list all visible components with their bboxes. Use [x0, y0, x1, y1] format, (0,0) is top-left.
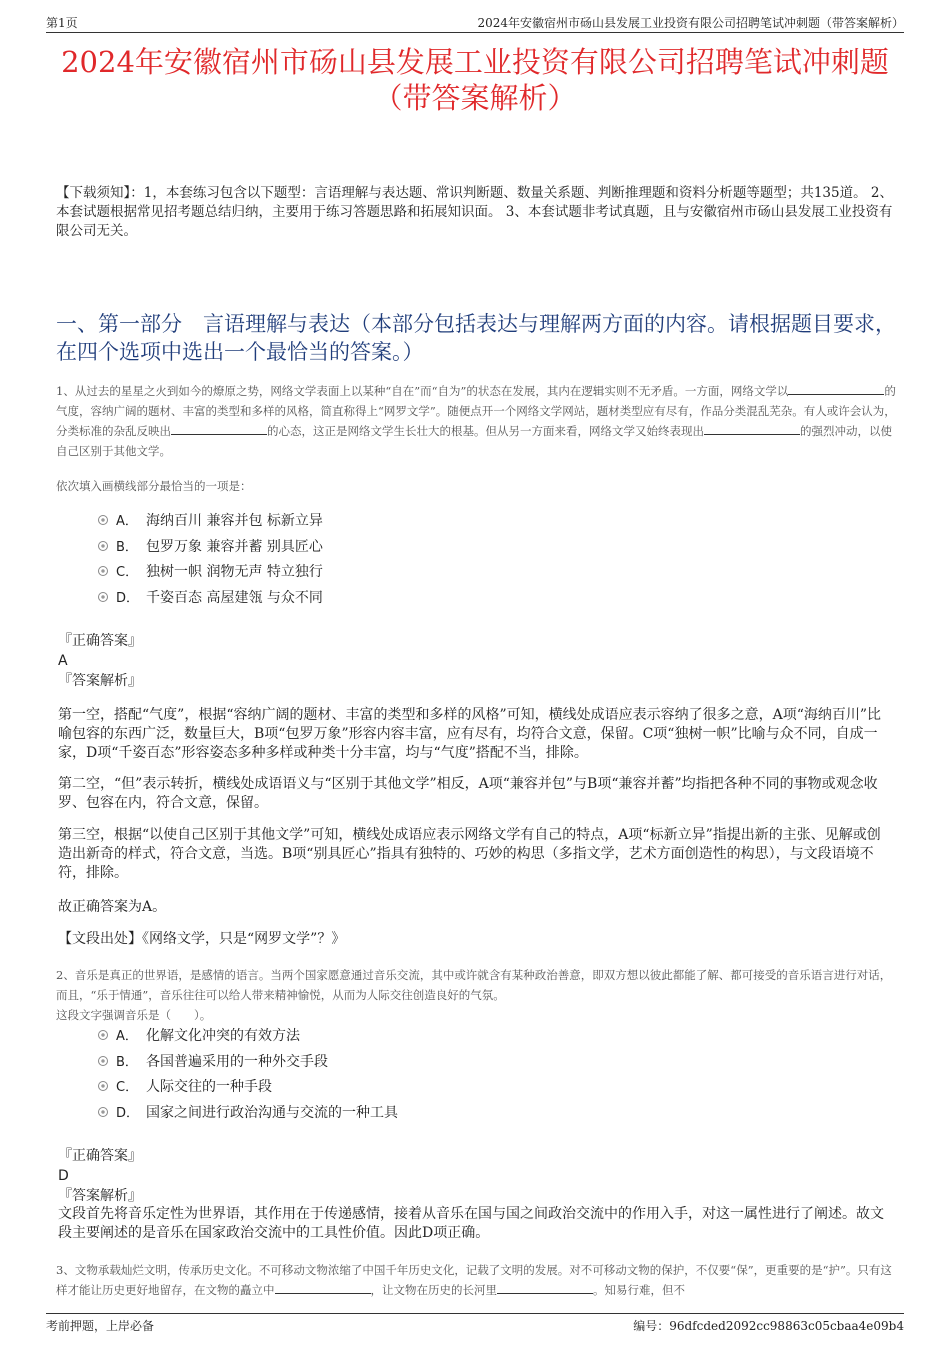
- answer-label: 『正确答案』: [58, 633, 142, 649]
- q3-text-part2: ，让文物在历史的长河里: [370, 1283, 497, 1297]
- question-1-prompt: 依次填入画横线部分最恰当的一项是：: [56, 479, 252, 493]
- analysis-label: 『答案解析』: [58, 673, 142, 689]
- fill-blank: [788, 382, 884, 395]
- option-a[interactable]: A． 化解文化冲突的有效方法: [98, 1024, 398, 1050]
- option-d[interactable]: D． 国家之间进行政治沟通与交流的一种工具: [98, 1101, 398, 1127]
- footer-doc-id: 编号：96dfcded2092cc98863c05cbaa4e09b4: [633, 1319, 904, 1333]
- question-3-text: [56, 1260, 898, 1300]
- q1-text-part3: 的心态，这正是网络文学生长壮大的根基。但从另一方面来看，网络文学又始终表现出: [267, 424, 704, 438]
- section-heading: 一、第一部分 言语理解与表达（本部分包括表达与理解两方面的内容。请根据题目要求，在四个选项中选出一个最恰当的答案。）: [56, 312, 896, 364]
- footer-slogan: 考前押题，上岸必备: [46, 1319, 155, 1333]
- q1-text-part4: 的强烈冲动，以使自己区别于其他文学。: [56, 424, 892, 458]
- question-2-prompt: 这段文字强调音乐是（ ）。: [56, 1008, 212, 1022]
- question-1-options: [98, 509, 323, 611]
- analysis-paragraph-3: 第三空，根据“以使自己区别于其他文学”可知，横线处成语应表示网络文学有自己的特点，A项“标新立异”指提出新的主张、见解或创造出新奇的样式，符合文意，当选。B项“别具匠心”指具有独特的、巧妙的构思（多指文学，艺术方面创造性的构思），与文段语境不符，排除。: [58, 827, 881, 881]
- download-notice: 【下载须知】：1，本套练习包含以下题型：言语理解与表达题、常识判断题、数量关系题、判断推理题和资料分析题等题型；共135道。 2、本套试题根据常见招考题总结归纳，主要用于练习答题思路和拓展知识面。 3、本套试题非考试真题，且与安徽宿州市砀山县发展工业投资有限公司无关。: [56, 185, 893, 239]
- q3-text-part3: 。知易行难，但不: [593, 1283, 685, 1297]
- q1-text-part1: 1、从过去的星星之火到如今的燎原之势，网络文学表面上以某种“自在”而“自为”的状态在发展，其内在逻辑实则不无矛盾。一方面，网络文学以: [56, 384, 789, 398]
- question-1-text: [56, 381, 898, 461]
- analysis-paragraph-2: 第二空，“但”表示转折，横线处成语语义与“区别于其他文学”相反，A项“兼容并包”与B项“兼容并蓄”均指把各种不同的事物或观念收罗、包容在内，符合文意，保留。: [58, 776, 878, 811]
- fill-blank: [171, 422, 267, 435]
- option-c[interactable]: C． 独树一帜 润物无声 特立独行: [98, 560, 323, 586]
- analysis-label: 『答案解析』: [58, 1188, 142, 1204]
- document-title: 2024年安徽宿州市砀山县发展工业投资有限公司招聘笔试冲刺题（带答案解析）: [61, 45, 889, 115]
- page-header: [46, 14, 904, 33]
- header-doc-title: 2024年安徽宿州市砀山县发展工业投资有限公司招聘笔试冲刺题（带答案解析）: [477, 16, 904, 30]
- option-a[interactable]: A． 海纳百川 兼容并包 标新立异: [98, 509, 323, 535]
- answer-label: 『正确答案』: [58, 1148, 142, 1164]
- page-footer: [46, 1313, 904, 1334]
- answer-value: D: [58, 1168, 69, 1184]
- answer-value: A: [58, 653, 68, 669]
- fill-blank: [275, 1281, 371, 1294]
- text-source: 【文段出处】《网络文学，只是“网罗文学”？》: [58, 931, 346, 947]
- analysis-paragraph: 文段首先将音乐定性为世界语，其作用在于传递感情，接着从音乐在国与国之间政治交流中的作用入手，对这一属性进行了阐述。故文段主要阐述的是音乐在国家政治交流中的工具性价值。因此D项正确。: [58, 1206, 884, 1241]
- fill-blank: [704, 422, 800, 435]
- option-b[interactable]: B． 包罗万象 兼容并蓄 别具匠心: [98, 535, 323, 561]
- question-2-text: 2、音乐是真正的世界语，是感情的语言。当两个国家愿意通过音乐交流，其中或许就含有某种政治善意，即双方想以彼此都能了解、都可接受的音乐语言进行对话，而且，“乐于情通”，音乐往往可以给人带来精神愉悦，从而为人际交往创造良好的气氛。: [56, 968, 892, 1002]
- option-b[interactable]: B． 各国普遍采用的一种外交手段: [98, 1050, 398, 1076]
- radio-icon[interactable]: [98, 515, 108, 525]
- fill-blank: [497, 1281, 593, 1294]
- analysis-conclusion: 故正确答案为A。: [58, 899, 167, 915]
- radio-icon[interactable]: [98, 1056, 108, 1066]
- page-number: 第1页: [46, 16, 78, 30]
- option-c[interactable]: C． 人际交往的一种手段: [98, 1075, 398, 1101]
- radio-icon[interactable]: [98, 1081, 108, 1091]
- analysis-paragraph-1: 第一空，搭配“气度”，根据“容纳广阔的题材、丰富的类型和多样的风格”可知，横线处成语应表示容纳了很多之意，A项“海纳百川”比喻包容的东西广泛，数量巨大，B项“包罗万象”形容内容丰富，应有尽有，均符合文意，保留。C项“独树一帜”比喻与众不同，自成一家，D项“千姿百态”形容姿态多种多样或种类十分丰富，均与“气度”搭配不当，排除。: [58, 707, 882, 761]
- radio-icon[interactable]: [98, 1107, 108, 1117]
- radio-icon[interactable]: [98, 1030, 108, 1040]
- q3-text-part1: 3、文物承载灿烂文明，传承历史文化。不可移动文物浓缩了中国千年历史文化，记载了文明的发展。对不可移动文物的保护，不仅要“保”，更重要的是“护”。只有这样才能让历史更好地留存，在文物的矗立中: [56, 1263, 892, 1297]
- radio-icon[interactable]: [98, 566, 108, 576]
- radio-icon[interactable]: [98, 541, 108, 551]
- q1-text-part2: 的气度，容纳广阔的题材、丰富的类型和多样的风格，简直称得上“网罗文学”。随便点开一个网络文学网站，题材类型应有尽有，作品分类混乱芜杂。有人或许会认为，分类标准的杂乱反映出: [56, 384, 896, 438]
- option-d[interactable]: D． 千姿百态 高屋建瓴 与众不同: [98, 586, 323, 612]
- question-2-options: [98, 1024, 398, 1126]
- radio-icon[interactable]: [98, 592, 108, 602]
